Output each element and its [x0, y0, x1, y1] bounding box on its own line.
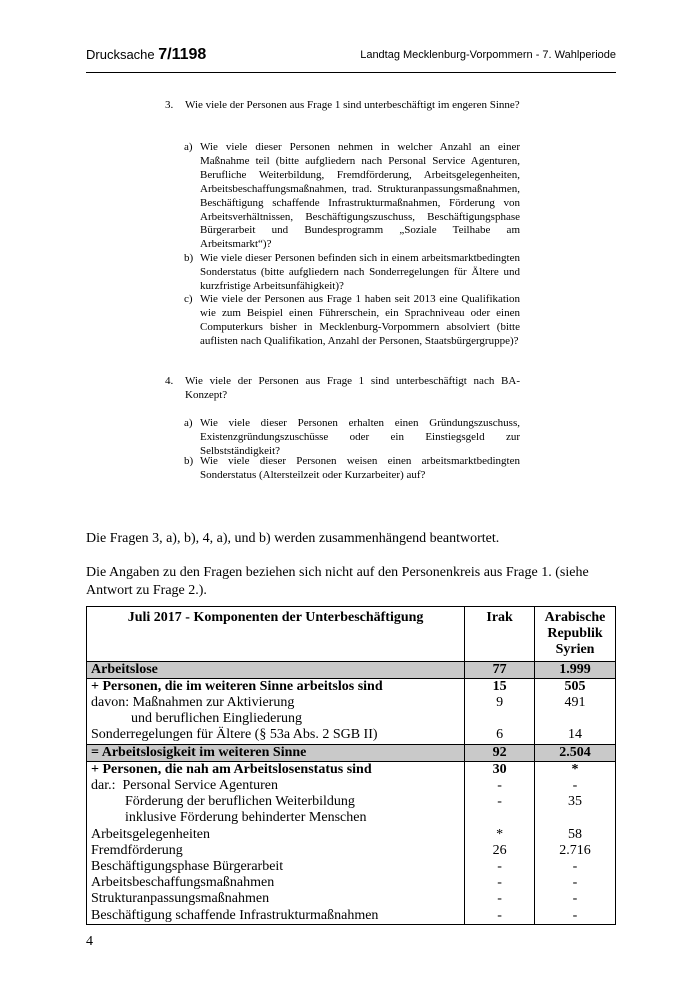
table-row: Arbeitsbeschaffungsmaßnahmen - -	[87, 875, 616, 891]
table-row: Strukturanpassungsmaßnahmen - -	[87, 891, 616, 907]
table-row: Arbeitsgelegenheiten * 58	[87, 827, 616, 843]
page-number: 4	[86, 934, 93, 949]
page-header	[86, 46, 616, 73]
underemployment-table	[86, 606, 616, 925]
table-row: dar.: Personal Service Agenturen - -	[87, 778, 616, 794]
question-4a: a) Wie viele dieser Personen erhalten einen Gründungszuschuss, Existenzgründungszuschüsse oder ein Einstiegsgeld zur Selbstständigkeit?	[184, 417, 520, 457]
table-row: + Personen, die nah am Arbeitslosenstatus sind 30 *	[87, 761, 616, 778]
table-row: + Personen, die im weiteren Sinne arbeitslos sind 15 505	[87, 678, 616, 695]
table-row: Arbeitslose 77 1.999	[87, 661, 616, 678]
parliament-period: Landtag Mecklenburg-Vorpommern - 7. Wahlperiode	[360, 49, 616, 61]
column-header-components: Juli 2017 - Komponenten der Unterbeschäftigung	[87, 607, 465, 662]
table-header-row	[87, 607, 616, 662]
question-3b: b) Wie viele dieser Personen befinden sich in einem arbeitsmarktbedingten Sonderstatus (bitte aufgliedern nach Sonderregelungen für Ältere und kurzfristige Arbeitsunfähigkeit)?	[184, 252, 520, 292]
question-4: 4. Wie viele der Personen aus Frage 1 sind unterbeschäftigt nach BA-Konzept?	[165, 375, 520, 401]
question-3: 3. Wie viele der Personen aus Frage 1 sind unterbeschäftigt im engeren Sinne?	[165, 99, 520, 111]
table-row: Fremdförderung 26 2.716	[87, 843, 616, 859]
question-3a: a) Wie viele dieser Personen nehmen in welcher Anzahl an einer Maßnahme teil (bitte aufgliedern nach Personal Service Agenturen, Berufliche Weiterbildung, Fremdförderung, Arbeitsgelegenheiten, Arbeitsbeschaffungsmaßnahmen, trad. Strukturanpassungsmaßnahmen, Beschäftigung schaffende Infrastrukturmaßnahmen, Förderung von Arbeitsverhältnissen, Beschäftigungszuschuss, Beschäftigungsphase Bürgerarbeit und Bundesprogramm „Soziale Teilhabe am Arbeitsmarkt“)?	[184, 141, 520, 251]
answer-note: Die Angaben zu den Fragen beziehen sich nicht auf den Personenkreis aus Frage 1. (siehe Antwort zu Frage 2.).	[86, 565, 589, 598]
column-header-syria: Arabische Republik Syrien	[535, 607, 616, 662]
table-row: Förderung der beruflichen Weiterbildung inklusive Förderung behinderter Menschen - 35	[87, 794, 616, 826]
question-3c: c) Wie viele der Personen aus Frage 1 haben seit 2013 eine Qualifikation wie zum Beispiel einen Führerschein, ein Sprachniveau oder einen Computerkurs bisher in Mecklenburg-Vorpommern absolviert (bitte auflisten nach Qualifikation, Anzahl der Personen, Staatsbürgergruppe)?	[184, 293, 520, 347]
table-row: Beschäftigungsphase Bürgerarbeit - -	[87, 859, 616, 875]
table-row: = Arbeitslosigkeit im weiteren Sinne 92 2.504	[87, 744, 616, 761]
question-4b: b) Wie viele dieser Personen weisen einen arbeitsmarktbedingten Sonderstatus (Altersteilzeit oder Kurzarbeiter) auf?	[184, 455, 520, 481]
document-number: Drucksache 7/1198	[86, 46, 207, 63]
column-header-irak: Irak	[465, 607, 535, 662]
answer-intro: Die Fragen 3, a), b), 4, a), und b) werden zusammenhängend beantwortet.	[86, 531, 500, 546]
table-row: Sonderregelungen für Ältere (§ 53a Abs. 2 SGB II) 6 14	[87, 727, 616, 744]
table-row: davon: Maßnahmen zur Aktivierung und beruflichen Eingliederung 9 491	[87, 695, 616, 727]
table-row: Beschäftigung schaffende Infrastrukturmaßnahmen - -	[87, 908, 616, 925]
